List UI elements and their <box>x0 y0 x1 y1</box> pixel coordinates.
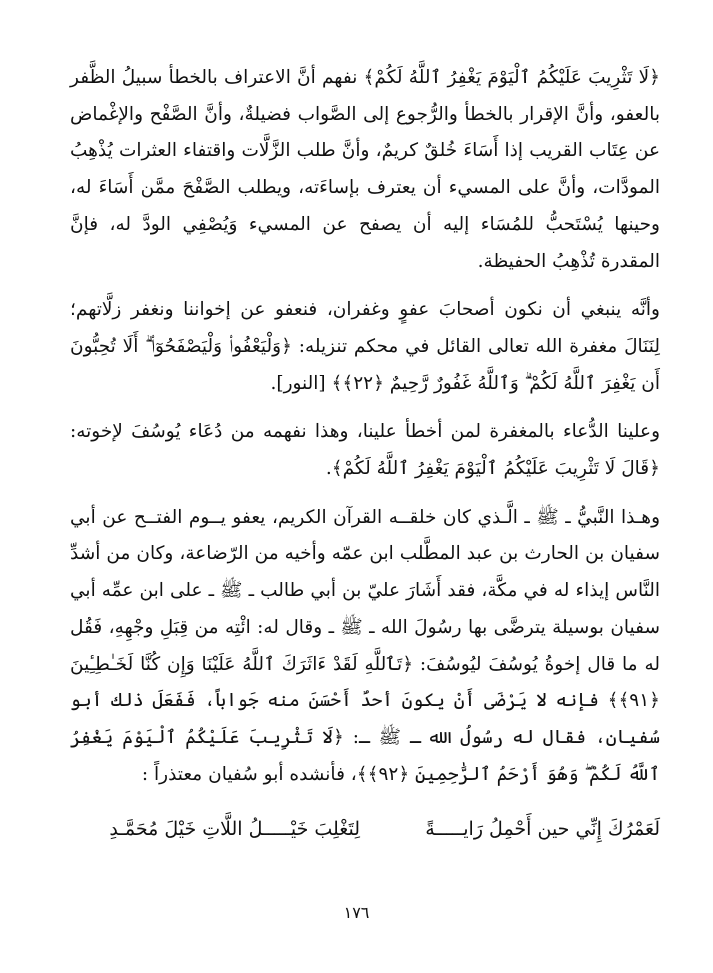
poetry-verse <box>70 818 660 854</box>
verse-second-hemistich: لِتَغْلِبَ خَيْـــــلُ اللَّاتِ خَيْلَ مُحَمَّـدِ <box>109 818 360 840</box>
paragraph-1: ﴿لَا تَثْرِيبَ عَلَيْكُمُ ٱلْيَوْمَ يَغْفِرُ ٱللَّهُ لَكُمْ﴾ نفهم أنَّ الاعتراف بالخطأ سبيلُ الظَّفر بالعفو، وأنَّ الإقرار بالخطأ والرُّجوع إلى الصَّواب فضيلةٌ، وأنَّ الصَّفْح والإغْماض عن عِتَاب القريب إذا أَسَاءَ خُلقٌ كريمٌ، وأنَّ طلب الزَّلَّات واقتفاء العثرات يُذْهِبُ المودَّات، وأنَّ على المسيء أن يعترف بإساءَته، ويطلب الصَّفْحَ ممَّن أَسَاءَ له، وحينها يُسْتَحبُّ للمُسَاء إليه أن يصفح عن المسيء وَيُصْفِي الودَّ له، فإنَّ المقدرة تُذْهِبُ الحفيظة. <box>70 67 660 272</box>
paragraph-3: وعلينا الدُّعاء بالمغفرة لمن أخطأ علينا، وهذا نفهمه من دُعَاء يُوسُفَ لإخوته: ﴿قَالَ لَا تَثْرِيبَ عَلَيْكُمُ ٱلْيَوْمَ يَغْفِرُ ٱللَّهُ لَكُمْ﴾. <box>70 421 660 480</box>
paragraph-4: وهـذا النَّبيُّ ـ ﷺ ـ الَّـذي كان خلقــه القرآن الكريم، يعفو يــوم الفتــح عن أبي سفيان بن الحارث بن عبد المطَّلب ابن عمّه وأخيه من الرّضاعة، وكان من أشدِّ النَّاس إيذاء له في مكَّة، فقد أَشَارَ عليّ بن أبي طالب ـ ﷺ ـ على ابن عمِّه أبي سفيان بوسيلة يترضَّى بها رسُولَ الله ـ ﷺ ـ وقال له: ائْتِه من قِبَلِ وجْهِهِ، فَقُل له ما قال إخوةُ يُوسُفَ ليُوسُفَ: ﴿تَٱللَّهِ لَقَدْ ءَاثَرَكَ ٱللَّهُ عَلَيْنَا وَإِن كُنَّا لَخَـٰطِـِٔينَ ﴿٩١﴾﴾ فإنه لا يَرْضَى أَنْ يكونَ أحدٌ أَحْسَنَ منه جَواباً، فَفَعَلَ ذلك أبو سُفيان، فقال له رسُولُ الله ـ ﷺ ـ: ﴿لَا تَثْرِيبَ عَلَيْكُمُ ٱلْيَوْمَ يَغْفِرُ ٱللَّهُ لَكُمْ ۖ وَهُوَ أَرْحَمُ ٱلرَّٰحِمِينَ ﴿٩٢﴾﴾، فأنشده أبو سُفيان معتذراً : <box>70 506 660 785</box>
paragraph-2: وأنَّه ينبغي أن نكون أصحابَ عفوٍ وغفران، فنعفو عن إخواننا ونغفر زلَّاتهم؛ لِنَنَالَ مغفرة الله تعالى القائل في محكم تنزيله: ﴿وَلْيَعْفُوا۟ وَلْيَصْفَحُوٓا۟ ۗ أَلَا تُحِبُّونَ أَن يَغْفِرَ ٱللَّهُ لَكُمْ ۗ وَٱللَّهُ غَفُورٌ رَّحِيمٌ ﴿٢٢﴾﴾ [النور]. <box>70 299 660 394</box>
verse-first-hemistich: لَعَمْرُكَ إِنِّي حين أَحْمِلُ رَايـــــةً <box>425 818 660 840</box>
page-number: ١٧٦ <box>343 903 370 922</box>
body-text <box>70 60 660 793</box>
